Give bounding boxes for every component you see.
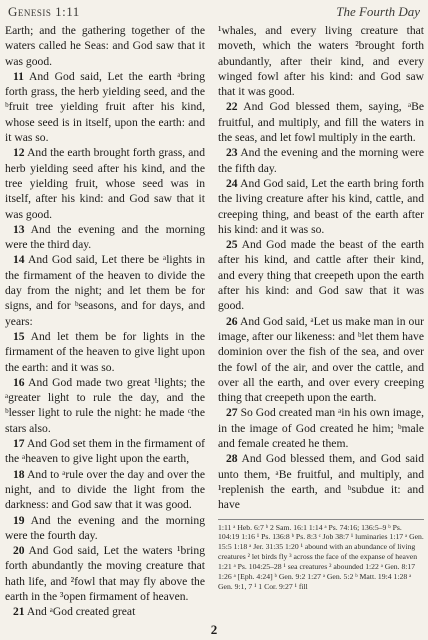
verse-text: And God said, Let the earth bring forth the living creature after his kind, cattle, and creeping thing, and beast of the earth after his kind: and it was so.: [218, 176, 424, 236]
verse-number: 26: [226, 314, 238, 328]
verse: [5, 23, 205, 69]
verse-text: So God created man ᵃin his own image, in the image of God created he him; ᵇmale and female created he them.: [218, 406, 424, 451]
verse-number: 25: [226, 238, 238, 252]
running-header: [8, 4, 420, 22]
verse-text: And God said, Let there be ᵃlights in the firmament of the heaven to divide the day from the night; and let them be for signs, and for ᵇseasons, and for days, and years:: [5, 253, 205, 328]
verse-number: 23: [226, 146, 238, 160]
verse: [5, 436, 205, 467]
verse-number: 12: [13, 146, 25, 160]
verse-text: And the evening and the morning were the fourth day.: [5, 513, 205, 542]
verse: [5, 252, 205, 328]
verse-number: 22: [226, 100, 238, 114]
verse: [5, 329, 205, 375]
verse: [218, 99, 424, 145]
verse-text: And God said, Let the earth ᵃbring forth grass, the herb yielding seed, and the ᵇfruit tree yielding fruit after his kind, whose seed is in itself, upon the earth: and it was so.: [5, 69, 205, 145]
verse-text: And God said, Let the waters ¹bring forth abundantly the moving creature that hath life, and ²fowl that may fly above the earth in the ³open firmament of heaven.: [5, 544, 205, 603]
verse-number: 15: [13, 329, 25, 343]
verse: [5, 604, 205, 619]
verse-number: 27: [226, 406, 238, 420]
verse-text: And God said, ᵃLet us make man in our image, after our likeness: and ᵇlet them have dominion over the fish of the sea, and over the fowl of the air, and over the cattle, and over all the earth, and over every creeping thing that creepeth upon the earth.: [218, 314, 424, 405]
verse-number: 17: [13, 437, 25, 451]
verse-text: And let them be for lights in the firmament of the heaven to give light upon the earth: and it was so.: [5, 329, 206, 374]
verse-number: 20: [13, 544, 25, 558]
verse: [5, 222, 205, 253]
book-reference: Genesis 1:11: [8, 4, 80, 19]
verse-text: And the evening and the morning were the fifth day.: [218, 146, 424, 175]
right-column: [218, 23, 424, 592]
page-number: 2: [210, 622, 218, 637]
verse: [218, 314, 424, 406]
verse-number: 28: [226, 452, 238, 466]
verse-text: And the earth brought forth grass, and herb yielding seed after his kind, and the tree yielding fruit, whose seed was in itself, after his kind: and God saw that it was good.: [5, 146, 206, 221]
verse: [218, 237, 424, 313]
verse-text: And God blessed them, and God said unto them, ᵃBe fruitful, and multiply, and ¹replenish the earth, and ᵇsubdue it: and have: [218, 452, 425, 512]
right-verses: [218, 23, 424, 513]
verse-number: 24: [226, 176, 238, 190]
verse: [218, 176, 424, 237]
verse: [5, 543, 205, 604]
verse: [5, 145, 205, 221]
verse-number: 18: [13, 467, 25, 481]
verse-number: 19: [13, 513, 25, 527]
footnotes: 1:11 ᵃ Heb. 6:7 ᵇ 2 Sam. 16:1 1:14 ᵃ Ps. 74:16; 136:5–9 ᵇ Ps. 104:19 1:16 ¹ Ps. 136:8 ᵇ Ps. 8:3 ᶜ Job 38:7 ¹ luminaries 1:17 ᵃ Gen. 15:5 1:18 ᵃ Jer. 31:35 1:20 ¹ abound with an abundance of living creatures ² let birds fly ³ across the face of the expanse of heaven 1:21 ᵃ Ps. 104:25–28 ¹ sea creatures ² abounded 1:22 ᵃ Gen. 8:17 1:26 ᵃ [Eph. 4:24] ᵇ Gen. 9:2 1:27 ᵃ Gen. 5:2 ᵇ Matt. 19:4 1:28 ᵃ Gen. 9:1, 7 ¹ 1 Cor. 9:27 ¹ fill: [218, 519, 424, 592]
verse: [5, 513, 205, 544]
left-column: [5, 23, 205, 620]
verse-text: And God made the beast of the earth after his kind, and cattle after their kind, and every thing that creepeth upon the earth after his kind: and God saw that it was good.: [218, 238, 424, 313]
verse-number: 16: [13, 375, 25, 389]
verse-number: 13: [13, 222, 25, 236]
verse-text: And God blessed them, saying, ᵃBe fruitful, and multiply, and fill the waters in the seas, and let fowl multiply in the earth.: [218, 100, 424, 145]
verse-number: 21: [13, 605, 25, 619]
verse: [218, 23, 424, 99]
verse: [5, 375, 205, 436]
verse-text: And ᵃGod created great: [26, 605, 136, 619]
verse-number: 11: [13, 69, 24, 83]
verse: [5, 467, 205, 513]
verse-text: And the evening and the morning were the third day.: [5, 222, 205, 252]
verse-text: And God made two great ¹lights; the ᵃgreater light to rule the day, and the ᵇlesser light to rule the night: he made ᶜthe stars also.: [5, 375, 205, 435]
verse: [218, 145, 424, 176]
verse-text: And to ᵃrule over the day and over the night, and to divide the light from the darkness: and God saw that it was good.: [5, 467, 206, 512]
verse-number: 14: [13, 253, 25, 267]
verse: [218, 451, 424, 512]
verse: [5, 69, 205, 145]
verse-text: And God set them in the firmament of the ᵃheaven to give light upon the earth,: [5, 437, 205, 466]
verse-text: Earth; and the gathering together of the waters called he Seas: and God saw that it was good.: [5, 24, 205, 68]
section-title: The Fourth Day: [336, 4, 420, 19]
verse: [218, 405, 424, 451]
verse-text: ¹whales, and every living creature that moveth, which the waters ²brought forth abundantly, after their kind, and every winged fowl after his kind: and God saw that it was good.: [218, 24, 424, 99]
